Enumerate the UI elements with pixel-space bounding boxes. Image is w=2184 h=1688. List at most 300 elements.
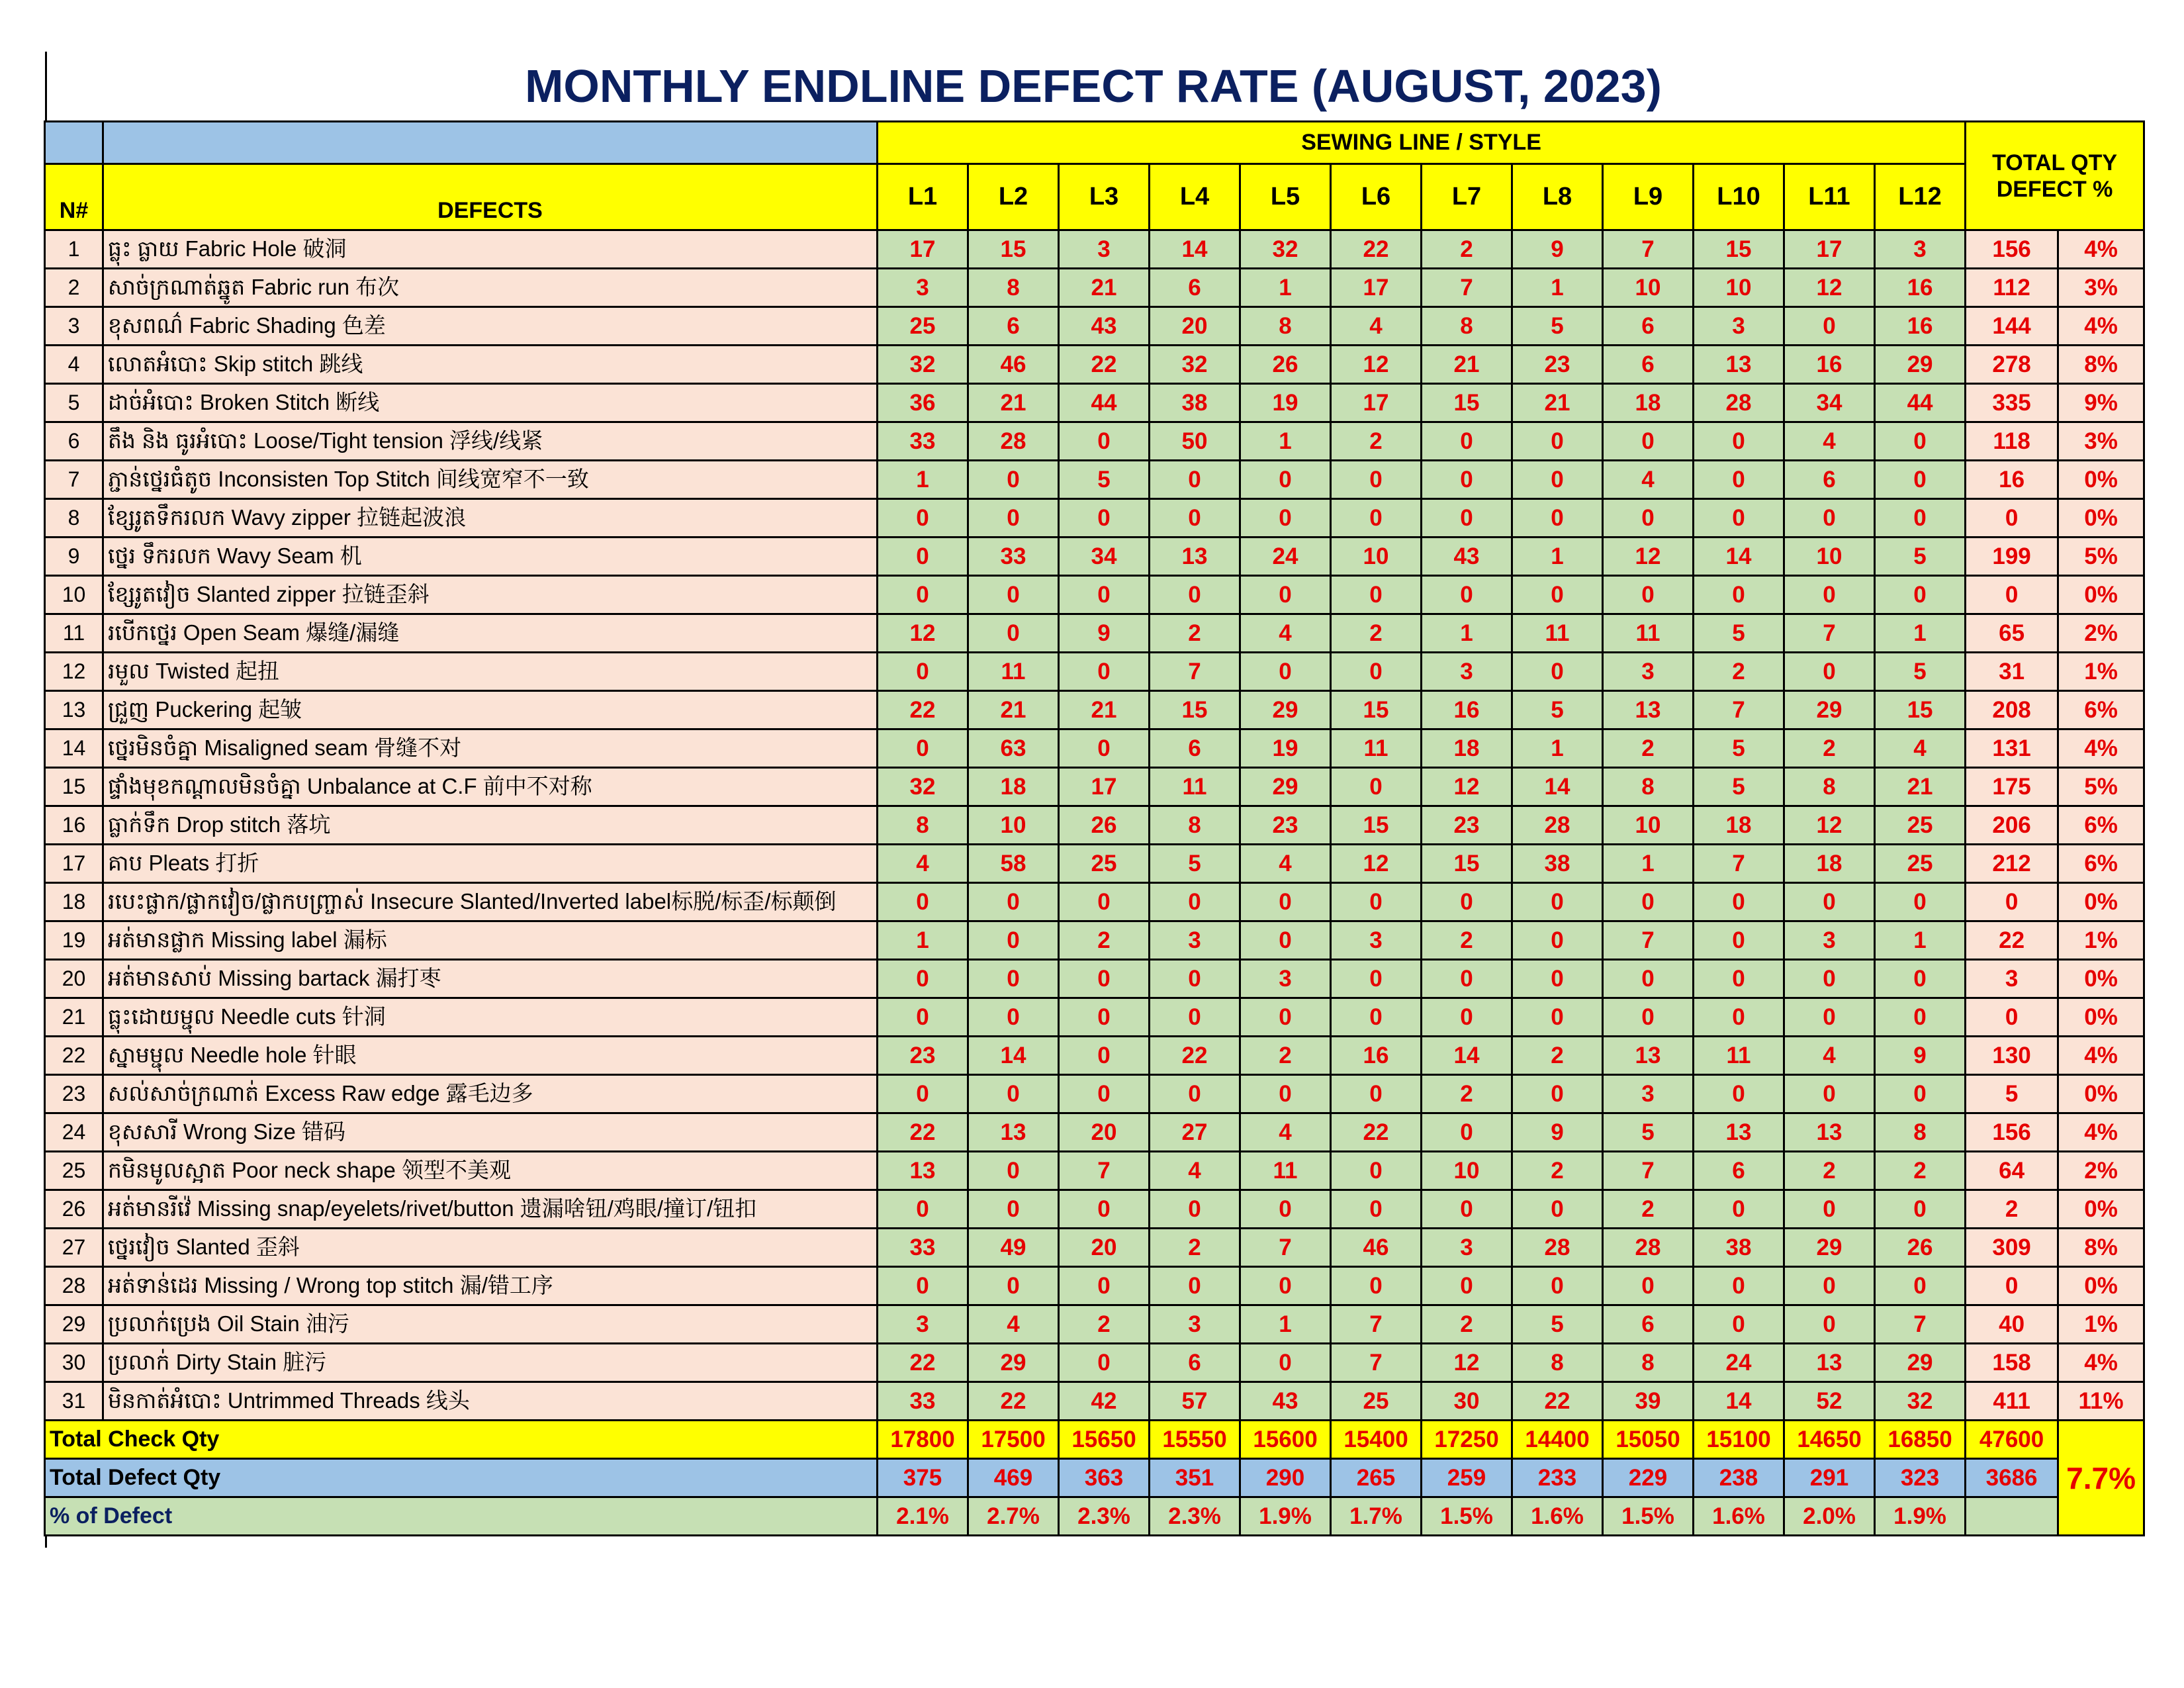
defect-count-l12: 0 [1875,1190,1966,1229]
defect-count-l11: 7 [1784,614,1875,653]
defect-count-l6: 46 [1331,1229,1422,1267]
table-row [45,269,2144,307]
line-header-l6: L6 [1331,164,1422,230]
total-defect-row-l3: 363 [1059,1459,1150,1497]
defect-name: អត់មានសាប់ Missing bartack 漏打枣 [103,960,878,998]
defect-count-l8: 1 [1512,538,1603,576]
row-number: 30 [45,1344,103,1382]
defect-count-l4: 3 [1150,921,1240,960]
table-row [45,1382,2144,1421]
defect-count-l6: 0 [1331,1267,1422,1305]
defect-count-l1: 8 [878,806,968,845]
defect-count-l2: 21 [968,384,1059,422]
defect-name: ខុសពណ៌ Fabric Shading 色差 [103,307,878,346]
defect-count-l12: 29 [1875,346,1966,384]
defect-count-l10: 18 [1694,806,1784,845]
percent-defect-row-l12: 1.9% [1875,1497,1966,1536]
defect-count-l3: 0 [1059,883,1150,921]
defect-count-l4: 0 [1150,998,1240,1037]
total-check-row-label: Total Check Qty [45,1421,878,1459]
defect-count-l6: 0 [1331,960,1422,998]
defect-count-l9: 7 [1603,230,1694,269]
defect-count-l12: 5 [1875,538,1966,576]
row-number: 29 [45,1305,103,1344]
defect-count-l2: 33 [968,538,1059,576]
row-percent: 5% [2058,538,2144,576]
total-defect-row-l6: 265 [1331,1459,1422,1497]
defect-name: អត់ទាន់ដេរ Missing / Wrong top stitch 漏/错工序 [103,1267,878,1305]
defect-count-l8: 9 [1512,1113,1603,1152]
defect-count-l9: 11 [1603,614,1694,653]
defect-count-l5: 1 [1240,422,1331,461]
no-header: N# [45,164,103,230]
table-row [45,538,2144,576]
defect-count-l6: 4 [1331,307,1422,346]
defect-count-l5: 0 [1240,461,1331,499]
defect-count-l5: 0 [1240,499,1331,538]
defect-count-l3: 22 [1059,346,1150,384]
row-percent: 6% [2058,691,2144,729]
defect-count-l1: 0 [878,1190,968,1229]
defect-count-l11: 4 [1784,1037,1875,1075]
defect-count-l9: 0 [1603,960,1694,998]
defect-count-l2: 6 [968,307,1059,346]
line-header-l4: L4 [1150,164,1240,230]
defect-count-l9: 0 [1603,576,1694,614]
defect-count-l7: 2 [1422,921,1512,960]
defect-count-l5: 43 [1240,1382,1331,1421]
defect-count-l2: 0 [968,921,1059,960]
defect-count-l3: 0 [1059,960,1150,998]
defect-count-l11: 0 [1784,1190,1875,1229]
row-number: 22 [45,1037,103,1075]
table-row [45,384,2144,422]
defect-count-l4: 7 [1150,653,1240,691]
defect-name: សល់សាច់ក្រណាត់ Excess Raw edge 露毛边多 [103,1075,878,1113]
defect-count-l8: 22 [1512,1382,1603,1421]
percent-defect-row-l8: 1.6% [1512,1497,1603,1536]
row-number: 4 [45,346,103,384]
overall-defect-rate: 7.7% [2058,1421,2144,1536]
defect-rate-table [44,120,2145,1536]
defect-count-l7: 0 [1422,998,1512,1037]
defect-count-l1: 23 [878,1037,968,1075]
row-total: 156 [1966,230,2058,269]
total-defect-row-l2: 469 [968,1459,1059,1497]
defect-count-l11: 0 [1784,576,1875,614]
defect-count-l12: 0 [1875,499,1966,538]
row-percent: 0% [2058,499,2144,538]
defect-count-l3: 0 [1059,1037,1150,1075]
defect-count-l5: 0 [1240,1075,1331,1113]
defect-count-l7: 0 [1422,960,1512,998]
defect-count-l8: 38 [1512,845,1603,883]
total-check-row-l1: 17800 [878,1421,968,1459]
defect-count-l12: 0 [1875,422,1966,461]
defect-count-l10: 10 [1694,269,1784,307]
defect-name: ផ្ទាំងមុខកណ្តាលមិនចំគ្នា Unbalance at C.F 前中不对称 [103,768,878,806]
defect-count-l8: 21 [1512,384,1603,422]
line-header-l11: L11 [1784,164,1875,230]
table-row [45,499,2144,538]
defect-count-l3: 44 [1059,384,1150,422]
table-row [45,576,2144,614]
defect-count-l4: 11 [1150,768,1240,806]
defect-count-l1: 0 [878,499,968,538]
defect-count-l8: 0 [1512,499,1603,538]
defect-count-l5: 0 [1240,1190,1331,1229]
defect-count-l2: 0 [968,461,1059,499]
defect-count-l10: 0 [1694,921,1784,960]
defect-count-l11: 0 [1784,499,1875,538]
defect-count-l7: 2 [1422,230,1512,269]
defect-count-l3: 0 [1059,499,1150,538]
defect-count-l7: 0 [1422,883,1512,921]
table-row [45,1190,2144,1229]
table-row [45,614,2144,653]
percent-defect-row-l9: 1.5% [1603,1497,1694,1536]
defect-count-l1: 0 [878,883,968,921]
percent-defect-row-label: % of Defect [45,1497,878,1536]
defect-count-l8: 9 [1512,230,1603,269]
table-row [45,1152,2144,1190]
line-header-l5: L5 [1240,164,1331,230]
row-percent: 6% [2058,845,2144,883]
defect-count-l8: 5 [1512,691,1603,729]
percent-defect-row [45,1497,2144,1536]
defect-name: របើកថ្នេរ Open Seam 爆缝/漏缝 [103,614,878,653]
table-row [45,729,2144,768]
row-total: 206 [1966,806,2058,845]
defect-count-l1: 0 [878,653,968,691]
defect-count-l8: 2 [1512,1037,1603,1075]
defect-name: ធ្លុះដោយម្ជុល Needle cuts 针洞 [103,998,878,1037]
defect-count-l8: 0 [1512,461,1603,499]
defect-count-l4: 0 [1150,1267,1240,1305]
row-total: 131 [1966,729,2058,768]
defect-count-l7: 7 [1422,269,1512,307]
defect-count-l7: 0 [1422,576,1512,614]
defect-count-l4: 27 [1150,1113,1240,1152]
row-total: 64 [1966,1152,2058,1190]
defect-count-l6: 0 [1331,461,1422,499]
defect-count-l6: 0 [1331,499,1422,538]
defect-count-l10: 14 [1694,538,1784,576]
table-row [45,461,2144,499]
total-check-row-l7: 17250 [1422,1421,1512,1459]
defect-count-l4: 0 [1150,499,1240,538]
defect-count-l8: 0 [1512,883,1603,921]
defect-count-l8: 0 [1512,998,1603,1037]
row-number: 6 [45,422,103,461]
defect-count-l12: 0 [1875,960,1966,998]
row-total: 0 [1966,576,2058,614]
defect-count-l10: 3 [1694,307,1784,346]
defect-count-l6: 12 [1331,845,1422,883]
table-row [45,768,2144,806]
defect-count-l3: 26 [1059,806,1150,845]
defect-count-l12: 44 [1875,384,1966,422]
defect-count-l2: 0 [968,960,1059,998]
defect-count-l2: 21 [968,691,1059,729]
defect-count-l2: 18 [968,768,1059,806]
row-percent: 2% [2058,1152,2144,1190]
defect-count-l8: 28 [1512,806,1603,845]
row-total: 16 [1966,461,2058,499]
defect-count-l9: 1 [1603,845,1694,883]
defect-count-l10: 0 [1694,1267,1784,1305]
defect-count-l8: 0 [1512,422,1603,461]
defect-count-l2: 10 [968,806,1059,845]
defect-count-l6: 11 [1331,729,1422,768]
row-number: 17 [45,845,103,883]
table-row [45,422,2144,461]
line-header-l10: L10 [1694,164,1784,230]
defect-count-l2: 58 [968,845,1059,883]
percent-defect-row-total [1966,1497,2058,1536]
defect-count-l3: 0 [1059,1190,1150,1229]
defect-count-l9: 13 [1603,1037,1694,1075]
defect-name: តឹង និង ធូរអំបោះ Loose/Tight tension 浮线/线紧 [103,422,878,461]
percent-defect-row-l10: 1.6% [1694,1497,1784,1536]
defect-count-l11: 2 [1784,729,1875,768]
row-number: 5 [45,384,103,422]
defect-count-l1: 0 [878,1267,968,1305]
defect-count-l10: 5 [1694,614,1784,653]
row-total: 212 [1966,845,2058,883]
defect-count-l3: 2 [1059,921,1150,960]
defect-count-l5: 26 [1240,346,1331,384]
defect-count-l9: 39 [1603,1382,1694,1421]
defect-count-l9: 2 [1603,729,1694,768]
defect-count-l6: 0 [1331,1152,1422,1190]
defect-count-l7: 0 [1422,1113,1512,1152]
defect-count-l9: 0 [1603,499,1694,538]
row-percent: 1% [2058,653,2144,691]
defect-count-l4: 0 [1150,960,1240,998]
row-percent: 3% [2058,422,2144,461]
defect-count-l4: 32 [1150,346,1240,384]
row-percent: 4% [2058,1037,2144,1075]
defect-count-l12: 16 [1875,269,1966,307]
total-check-row-l8: 14400 [1512,1421,1603,1459]
defect-count-l4: 8 [1150,806,1240,845]
row-total: 65 [1966,614,2058,653]
defect-count-l11: 0 [1784,1075,1875,1113]
row-percent: 6% [2058,806,2144,845]
defect-count-l11: 34 [1784,384,1875,422]
defect-count-l6: 0 [1331,576,1422,614]
defect-count-l11: 6 [1784,461,1875,499]
defect-count-l3: 3 [1059,230,1150,269]
defect-count-l9: 5 [1603,1113,1694,1152]
defect-count-l3: 0 [1059,653,1150,691]
row-percent: 11% [2058,1382,2144,1421]
defect-name: ស្នាមម្ជុល Needle hole 针眼 [103,1037,878,1075]
total-defect-row-l10: 238 [1694,1459,1784,1497]
defect-count-l9: 7 [1603,1152,1694,1190]
defect-count-l12: 21 [1875,768,1966,806]
defect-count-l1: 13 [878,1152,968,1190]
defect-count-l3: 9 [1059,614,1150,653]
table-row [45,1113,2144,1152]
defect-count-l2: 13 [968,1113,1059,1152]
defect-count-l7: 0 [1422,461,1512,499]
row-total: 2 [1966,1190,2058,1229]
row-total: 0 [1966,998,2058,1037]
defect-count-l12: 1 [1875,921,1966,960]
defect-count-l1: 1 [878,921,968,960]
defect-count-l1: 0 [878,1075,968,1113]
defect-count-l8: 28 [1512,1229,1603,1267]
defect-count-l9: 13 [1603,691,1694,729]
defect-count-l9: 6 [1603,1305,1694,1344]
defect-count-l6: 22 [1331,1113,1422,1152]
defect-count-l5: 29 [1240,768,1331,806]
defect-count-l7: 1 [1422,614,1512,653]
defect-count-l8: 0 [1512,1075,1603,1113]
defect-count-l2: 15 [968,230,1059,269]
defect-count-l4: 50 [1150,422,1240,461]
defect-count-l5: 0 [1240,998,1331,1037]
defect-name: រមួល Twisted 起扭 [103,653,878,691]
row-percent: 0% [2058,576,2144,614]
defect-count-l1: 3 [878,1305,968,1344]
total-defect-row-total: 3686 [1966,1459,2058,1497]
defect-count-l8: 1 [1512,729,1603,768]
sewing-line-header: SEWING LINE / STYLE [878,122,1966,164]
row-total: 40 [1966,1305,2058,1344]
defect-count-l7: 30 [1422,1382,1512,1421]
defect-count-l1: 0 [878,960,968,998]
defect-count-l8: 0 [1512,653,1603,691]
defect-count-l5: 0 [1240,921,1331,960]
defect-count-l9: 3 [1603,653,1694,691]
defect-count-l6: 0 [1331,1075,1422,1113]
row-percent: 4% [2058,1113,2144,1152]
defect-count-l7: 16 [1422,691,1512,729]
defect-count-l5: 8 [1240,307,1331,346]
defect-count-l6: 17 [1331,384,1422,422]
defect-count-l9: 2 [1603,1190,1694,1229]
defect-count-l5: 7 [1240,1229,1331,1267]
defect-count-l3: 0 [1059,998,1150,1037]
row-number: 2 [45,269,103,307]
row-total: 0 [1966,883,2058,921]
row-percent: 1% [2058,921,2144,960]
line-header-l1: L1 [878,164,968,230]
row-percent: 4% [2058,1344,2144,1382]
defect-count-l1: 0 [878,729,968,768]
line-header-l12: L12 [1875,164,1966,230]
defect-count-l2: 0 [968,1267,1059,1305]
defect-count-l3: 20 [1059,1229,1150,1267]
total-defect-row-l4: 351 [1150,1459,1240,1497]
defect-count-l7: 15 [1422,845,1512,883]
defect-count-l6: 22 [1331,230,1422,269]
defect-name: កមិនមូលស្អាត Poor neck shape 领型不美观 [103,1152,878,1190]
defect-count-l12: 26 [1875,1229,1966,1267]
row-total: 0 [1966,1267,2058,1305]
defect-count-l12: 7 [1875,1305,1966,1344]
defect-count-l7: 12 [1422,1344,1512,1382]
defect-count-l1: 3 [878,269,968,307]
defect-count-l11: 10 [1784,538,1875,576]
defect-count-l10: 0 [1694,883,1784,921]
defect-count-l6: 17 [1331,269,1422,307]
defect-name: ភ្ជាន់ថ្នេរធំតូច Inconsisten Top Stitch 间线宽窄不一致 [103,461,878,499]
row-total: 130 [1966,1037,2058,1075]
row-total: 118 [1966,422,2058,461]
table-row [45,1075,2144,1113]
table-row [45,921,2144,960]
defect-count-l11: 0 [1784,307,1875,346]
defect-count-l8: 0 [1512,1267,1603,1305]
defect-count-l12: 16 [1875,307,1966,346]
table-row [45,845,2144,883]
row-percent: 0% [2058,998,2144,1037]
total-defect-row-l9: 229 [1603,1459,1694,1497]
defect-count-l1: 33 [878,422,968,461]
defect-count-l6: 7 [1331,1344,1422,1382]
row-total: 199 [1966,538,2058,576]
row-number: 28 [45,1267,103,1305]
total-check-row-l11: 14650 [1784,1421,1875,1459]
defect-count-l1: 0 [878,998,968,1037]
defect-name: អត់មានផ្លាក Missing label 漏标 [103,921,878,960]
defect-count-l12: 0 [1875,576,1966,614]
row-total: 31 [1966,653,2058,691]
defect-count-l4: 6 [1150,729,1240,768]
defect-count-l10: 0 [1694,960,1784,998]
row-number: 26 [45,1190,103,1229]
defect-count-l12: 9 [1875,1037,1966,1075]
defect-count-l10: 0 [1694,998,1784,1037]
defect-count-l2: 0 [968,998,1059,1037]
defect-count-l1: 22 [878,1113,968,1152]
defect-count-l8: 5 [1512,1305,1603,1344]
defect-name: ប្រលាក់ប្រេង Oil Stain 油污 [103,1305,878,1344]
row-number: 20 [45,960,103,998]
row-total: 158 [1966,1344,2058,1382]
defect-count-l1: 32 [878,768,968,806]
defect-count-l12: 25 [1875,806,1966,845]
defect-count-l9: 0 [1603,998,1694,1037]
defect-count-l5: 11 [1240,1152,1331,1190]
total-check-row-l12: 16850 [1875,1421,1966,1459]
defect-count-l4: 6 [1150,1344,1240,1382]
row-number: 21 [45,998,103,1037]
defect-name: ធ្លាក់ទឹក Drop stitch 落坑 [103,806,878,845]
defect-count-l7: 0 [1422,1267,1512,1305]
defect-count-l10: 28 [1694,384,1784,422]
defect-count-l4: 15 [1150,691,1240,729]
defect-count-l9: 0 [1603,883,1694,921]
row-number: 15 [45,768,103,806]
defect-count-l5: 19 [1240,384,1331,422]
total-check-row-total: 47600 [1966,1421,2058,1459]
defect-count-l5: 1 [1240,1305,1331,1344]
defect-count-l9: 6 [1603,346,1694,384]
row-percent: 0% [2058,883,2144,921]
defect-count-l4: 57 [1150,1382,1240,1421]
defect-count-l11: 13 [1784,1344,1875,1382]
defect-count-l10: 38 [1694,1229,1784,1267]
row-number: 9 [45,538,103,576]
defect-count-l5: 29 [1240,691,1331,729]
table-row [45,1229,2144,1267]
defect-count-l8: 11 [1512,614,1603,653]
